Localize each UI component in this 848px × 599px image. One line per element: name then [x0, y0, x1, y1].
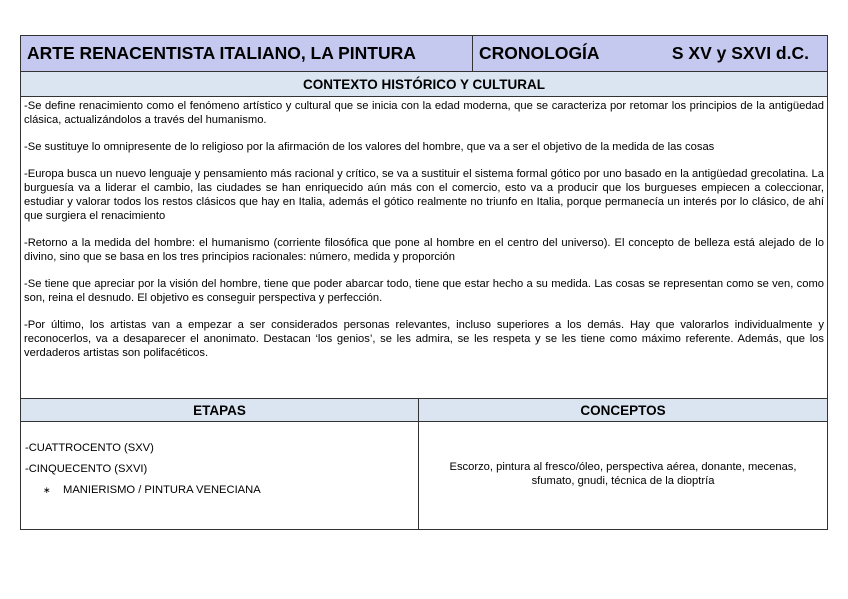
- asterisk-bullet-icon: ∗: [43, 484, 51, 495]
- content-row: [21, 422, 827, 529]
- context-heading: CONTEXTO HISTÓRICO Y CULTURAL: [21, 72, 827, 97]
- context-paragraph: -Se define renacimiento como el fenómeno artístico y cultural que se inicia con la edad moderna, que se caracteriza por retomar los principios de la antigüedad clásica, actualizándolos a través del humanismo.: [24, 100, 824, 126]
- context-paragraph: -Retorno a la medida del hombre: el humanismo (corriente filosófica que pone al hombre en el centro del universo). El concepto de belleza está alejado de lo divino, sino que se basa en los tres principios racionales: número, medida y proporción: [24, 237, 824, 263]
- stage-subitem-label: MANIERISMO / PINTURA VENECIANA: [63, 484, 261, 496]
- context-paragraph: -Por último, los artistas van a empezar a ser considerados personas relevantes, incluso superiores a los demás. Hay que valorarlos individualmente y reconocerlos, va a desaparecer el anonimato. Destacan ‘los genios’, se les admira, se les respeta y se les tiene como máximo referente. Además, que los verdaderos artistas son polifacéticos.: [24, 319, 824, 359]
- title-row: [21, 36, 827, 72]
- summary-table: [20, 35, 828, 530]
- document-title: ARTE RENACENTISTA ITALIANO, LA PINTURA: [21, 36, 473, 71]
- chronology-cell: [473, 36, 827, 71]
- context-paragraph: -Se tiene que apreciar por la visión del hombre, tiene que poder abarcar todo, tiene que estar hecho a su medida. Las cosas se representan como se ven, como son, reina el desnudo. El objetivo es conseguir perspectiva y perfección.: [24, 278, 824, 304]
- stages-list: [21, 422, 419, 529]
- concepts-text: Escorzo, pintura al fresco/óleo, perspectiva aérea, donante, mecenas, sfumato, gnudi, técnica de la dioptría: [449, 461, 797, 487]
- section-headings-row: [21, 399, 827, 422]
- stage-subitem: [43, 484, 414, 496]
- period-label: S XV y SXVI d.C.: [671, 43, 809, 63]
- context-paragraph: -Se sustituye lo omnipresente de lo religioso por la afirmación de los valores del hombre, que va a ser el objetivo de la medida de las cosas: [24, 141, 715, 153]
- stage-item: -CUATTROCENTO (SXV): [25, 442, 154, 454]
- stage-item: -CINQUECENTO (SXVI): [25, 463, 148, 475]
- context-body: [21, 97, 827, 399]
- stages-heading: ETAPAS: [21, 399, 419, 421]
- context-paragraph: -Europa busca un nuevo lenguaje y pensamiento más racional y crítico, se va a sustituir el sistema formal gótico por uno basado en la antigüedad grecolatina. La burguesía va a liderar el cambio, las ciudades se han enriquecido aún más con el comercio, esto va a producir que los burgueses empiecen a coleccionar, estudiar y valorar todos los restos clásicos que hay en Italia, además el gótico realmente no triunfo en Italia, porque permanecía un interés por lo clásico, de ahí que surgiera el renacimiento: [24, 168, 824, 222]
- concepts-heading: CONCEPTOS: [580, 402, 666, 418]
- chronology-label: CRONOLOGÍA: [479, 43, 600, 63]
